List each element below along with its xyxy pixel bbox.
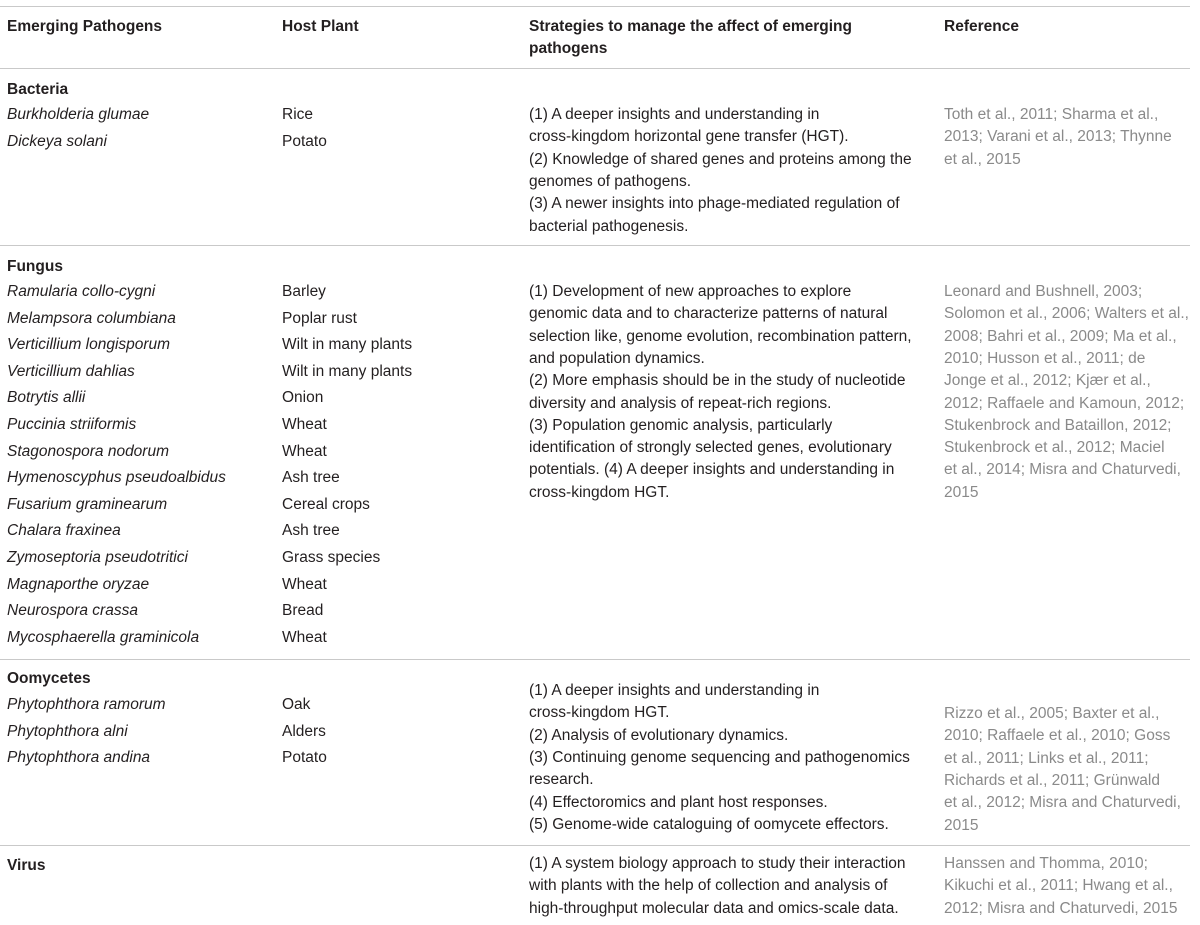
reference-line: Jonge et al., 2012; Kjær et al.,: [944, 372, 1151, 390]
strategy-line: (2) Knowledge of shared genes and proteins among the: [529, 150, 912, 168]
host-plant: Barley: [282, 283, 326, 300]
pathogen-name: Phytophthora andina: [7, 749, 151, 767]
strategy-line: identification of strongly selected genes, evolutionary: [529, 439, 892, 457]
host-plant: Oak: [282, 696, 311, 713]
host-plant: Onion: [282, 389, 324, 407]
pathogen-name: Phytophthora ramorum: [7, 696, 166, 713]
strategy-line: cross-kingdom horizontal gene transfer (HGT).: [529, 128, 849, 146]
reference-line: et al., 2014; Misra and Chaturvedi,: [944, 461, 1181, 479]
table-top-rule: [0, 6, 1190, 7]
host-plant: Grass species: [282, 549, 381, 566]
reference-line: Stukenbrock and Bataillon, 2012;: [944, 416, 1172, 434]
reference-line: Rizzo et al., 2005; Baxter et al.,: [944, 705, 1160, 722]
pathogen-name: Verticillium longisporum: [7, 336, 171, 354]
reference-line: Stukenbrock et al., 2012; Maciel: [944, 439, 1165, 457]
host-plant: Wilt in many plants: [282, 336, 413, 354]
reference-line: 2015: [944, 483, 979, 501]
host-plant: Wheat: [282, 575, 327, 593]
reference-line: 2015: [944, 816, 979, 834]
host-plant: Potato: [282, 132, 327, 150]
header-strategies: Strategies to manage the affect of emerging pathogens: [529, 18, 852, 57]
header-host-plant: Host Plant: [282, 18, 359, 35]
strategy-line: potentials. (4) A deeper insights and understanding in: [529, 461, 895, 479]
strategy-line: (1) A system biology approach to study their interaction: [529, 855, 906, 872]
strategy-line: (3) Continuing genome sequencing and pathogenomics: [529, 748, 910, 766]
reference-line: et al., 2015: [944, 150, 1021, 168]
host-plant: Cereal crops: [282, 495, 370, 513]
host-plant: Wheat: [282, 442, 327, 460]
reference-line: 2013; Varani et al., 2013; Thynne: [944, 128, 1172, 146]
host-plant: Alders: [282, 722, 326, 740]
pathogen-name: Verticillium dahlias: [7, 362, 135, 380]
pathogen-name: Magnaporthe oryzae: [7, 575, 150, 593]
strategy-line: diversity and analysis of repeat-rich regions.: [529, 394, 832, 412]
host-plant: Wheat: [282, 416, 327, 433]
host-plant: Wilt in many plants: [282, 362, 413, 380]
strategy-line: (2) More emphasis should be in the study of nucleotide: [529, 372, 906, 390]
group-title: Bacteria: [7, 81, 69, 98]
group-divider: [0, 845, 1190, 846]
reference-line: 2012; Misra and Chaturvedi, 2015: [944, 899, 1178, 917]
reference-line: et al., 2011; Links et al., 2011;: [944, 749, 1149, 767]
strategy-line: (1) A deeper insights and understanding in: [529, 682, 820, 699]
reference-line: 2008; Bahri et al., 2009; Ma et al.,: [944, 327, 1177, 345]
reference-line: Hanssen and Thomma, 2010;: [944, 855, 1148, 872]
pathogen-name: Melampsora columbiana: [7, 309, 176, 327]
pathogen-name: Dickeya solani: [7, 132, 107, 150]
strategy-line: (1) A deeper insights and understanding in: [529, 106, 820, 123]
strategy-line: (2) Analysis of evolutionary dynamics.: [529, 726, 789, 744]
pathogen-name: Botrytis allii: [7, 389, 86, 407]
pathogen-name: Stagonospora nodorum: [7, 442, 170, 460]
host-plant: Bread: [282, 602, 324, 620]
group-title: Virus: [7, 857, 46, 874]
host-plant: Potato: [282, 749, 327, 767]
reference-line: Toth et al., 2011; Sharma et al.,: [944, 106, 1159, 123]
group-title: Fungus: [7, 258, 63, 275]
pathogen-name: Chalara fraxinea: [7, 522, 121, 540]
reference-line: Solomon et al., 2006; Walters et al.,: [944, 305, 1189, 323]
host-plant: Ash tree: [282, 522, 340, 540]
strategy-line: and population dynamics.: [529, 349, 705, 367]
strategy-line: (5) Genome-wide cataloguing of oomycete effectors.: [529, 815, 889, 833]
strategy-line: high-throughput molecular data and omics-scale data.: [529, 899, 899, 917]
host-plant: Ash tree: [282, 469, 340, 487]
strategy-line: genomes of pathogens.: [529, 172, 692, 190]
reference-line: 2010; Raffaele et al., 2010; Goss: [944, 727, 1171, 745]
reference-line: Kikuchi et al., 2011; Hwang et al.,: [944, 877, 1173, 895]
strategy-line: research.: [529, 771, 594, 789]
strategy-line: selection like, genome evolution, recombination pattern,: [529, 327, 912, 345]
strategy-line: (4) Effectoromics and plant host responses.: [529, 793, 828, 811]
group-title: Oomycetes: [7, 670, 91, 687]
host-plant: Wheat: [282, 628, 327, 646]
header-rule: [0, 68, 1190, 69]
strategy-line: (1) Development of new approaches to explore: [529, 283, 852, 300]
strategy-line: (3) Population genomic analysis, particularly: [529, 416, 833, 434]
strategy-line: genomic data and to characterize patterns of natural: [529, 305, 888, 323]
pathogen-name: Fusarium graminearum: [7, 495, 168, 513]
host-plant: Poplar rust: [282, 309, 357, 327]
reference-line: 2010; Husson et al., 2011; de: [944, 349, 1146, 367]
group-divider: [0, 659, 1190, 660]
group-divider: [0, 245, 1190, 246]
pathogen-name: Mycosphaerella graminicola: [7, 628, 200, 646]
pathogen-name: Burkholderia glumae: [7, 106, 150, 123]
strategy-line: cross-kingdom HGT.: [529, 704, 670, 722]
header-reference: Reference: [944, 18, 1019, 35]
strategy-line: cross-kingdom HGT.: [529, 483, 670, 501]
pathogen-name: Neurospora crassa: [7, 602, 138, 620]
reference-line: Richards et al., 2011; Grünwald: [944, 771, 1160, 789]
pathogen-name: Phytophthora alni: [7, 722, 128, 740]
header-emerging-pathogens: Emerging Pathogens: [7, 18, 163, 35]
pathogen-name: Ramularia collo-cygni: [7, 283, 156, 300]
strategy-line: bacterial pathogenesis.: [529, 217, 689, 235]
reference-line: 2012; Raffaele and Kamoun, 2012;: [944, 394, 1185, 412]
reference-line: Leonard and Bushnell, 2003;: [944, 283, 1143, 300]
host-plant: Rice: [282, 106, 314, 123]
pathogen-name: Puccinia striiformis: [7, 416, 137, 433]
strategy-line: with plants with the help of collection and analysis of: [529, 877, 888, 895]
reference-line: et al., 2012; Misra and Chaturvedi,: [944, 794, 1181, 812]
strategy-line: (3) A newer insights into phage-mediated regulation of: [529, 195, 900, 213]
pathogen-name: Hymenoscyphus pseudoalbidus: [7, 469, 226, 487]
pathogen-name: Zymoseptoria pseudotritici: [7, 549, 188, 566]
